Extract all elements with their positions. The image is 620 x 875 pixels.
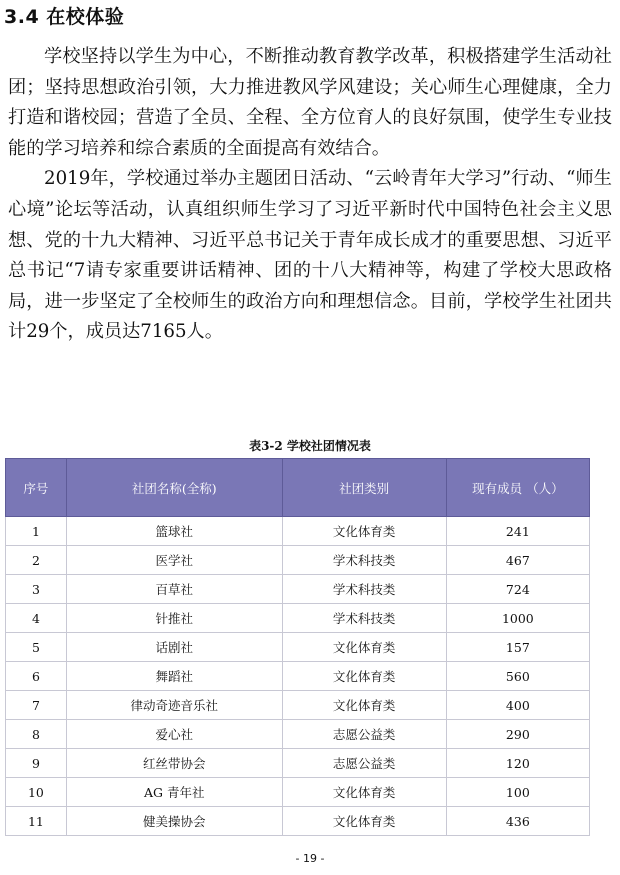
cell-category: 文化体育类 [282,633,446,662]
cell-club-name: 舞蹈社 [66,662,282,691]
table-row [6,778,590,807]
cell-members: 467 [446,546,589,575]
table-row [6,749,590,778]
cell-club-name: 红丝带协会 [66,749,282,778]
cell-club-name: 律动奇迹音乐社 [66,691,282,720]
cell-members: 560 [446,662,589,691]
cell-members: 100 [446,778,589,807]
cell-index: 5 [6,633,67,662]
cell-category: 文化体育类 [282,778,446,807]
cell-category: 学术科技类 [282,575,446,604]
cell-index: 2 [6,546,67,575]
cell-club-name: 爱心社 [66,720,282,749]
cell-members: 120 [446,749,589,778]
cell-category: 文化体育类 [282,691,446,720]
cell-club-name: 医学社 [66,546,282,575]
cell-members: 290 [446,720,589,749]
cell-club-name: 健美操协会 [66,807,282,836]
cell-category: 文化体育类 [282,662,446,691]
cell-category: 文化体育类 [282,517,446,546]
cell-index: 9 [6,749,67,778]
table-header-row [6,459,590,517]
cell-members: 436 [446,807,589,836]
cell-club-name: 篮球社 [66,517,282,546]
table-caption: 表3-2 学校社团情况表 [249,439,371,453]
header-members: 现有成员 （人） [446,459,589,517]
header-index: 序号 [6,459,67,517]
cell-club-name: 针推社 [66,604,282,633]
table-row [6,662,590,691]
cell-category: 志愿公益类 [282,749,446,778]
table-row [6,604,590,633]
table-row [6,807,590,836]
cell-category: 文化体育类 [282,807,446,836]
cell-index: 6 [6,662,67,691]
table-row [6,546,590,575]
cell-index: 3 [6,575,67,604]
table-row [6,691,590,720]
table-row [6,633,590,662]
cell-index: 8 [6,720,67,749]
cell-index: 7 [6,691,67,720]
cell-index: 1 [6,517,67,546]
paragraph: 2019年，学校通过举办主题团日活动、“云岭青年大学习”行动、“师生心境”论坛等活动，认真组织师生学习了习近平新时代中国特色社会主义思想、党的十九大精神、习近平总书记关于青年成长成才的重要思想、习近平总书记“7请专家重要讲话精神、团的十八大精神等，构建了学校大思政格局，进一步坚定了全校师生的政治方向和理想信念。目前，学校学生社团共计29个，成员达7165人。 [8,168,612,343]
cell-club-name: AG 青年社 [66,778,282,807]
cell-members: 157 [446,633,589,662]
cell-category: 学术科技类 [282,546,446,575]
clubs-table [5,458,590,836]
paragraph: 学校坚持以学生为中心，不断推动教育教学改革，积极搭建学生活动社团；坚持思想政治引领，大力推进教风学风建设；关心师生心理健康，全力打造和谐校园；营造了全员、全程、全方位育人的良好氛围，使学生专业技能的学习培养和综合素质的全面提高有效结合。 [8,46,612,159]
table-row [6,517,590,546]
cell-index: 10 [6,778,67,807]
body-text [8,42,612,348]
cell-members: 241 [446,517,589,546]
cell-club-name: 百草社 [66,575,282,604]
cell-category: 志愿公益类 [282,720,446,749]
table-row [6,720,590,749]
cell-members: 724 [446,575,589,604]
table-row [6,575,590,604]
header-category: 社团类别 [282,459,446,517]
cell-club-name: 话剧社 [66,633,282,662]
cell-members: 1000 [446,604,589,633]
page-number: - 19 - [295,852,325,865]
cell-members: 400 [446,691,589,720]
cell-index: 4 [6,604,67,633]
section-heading: 3.4 在校体验 [4,6,125,28]
cell-category: 学术科技类 [282,604,446,633]
header-club-name: 社团名称(全称) [66,459,282,517]
cell-index: 11 [6,807,67,836]
